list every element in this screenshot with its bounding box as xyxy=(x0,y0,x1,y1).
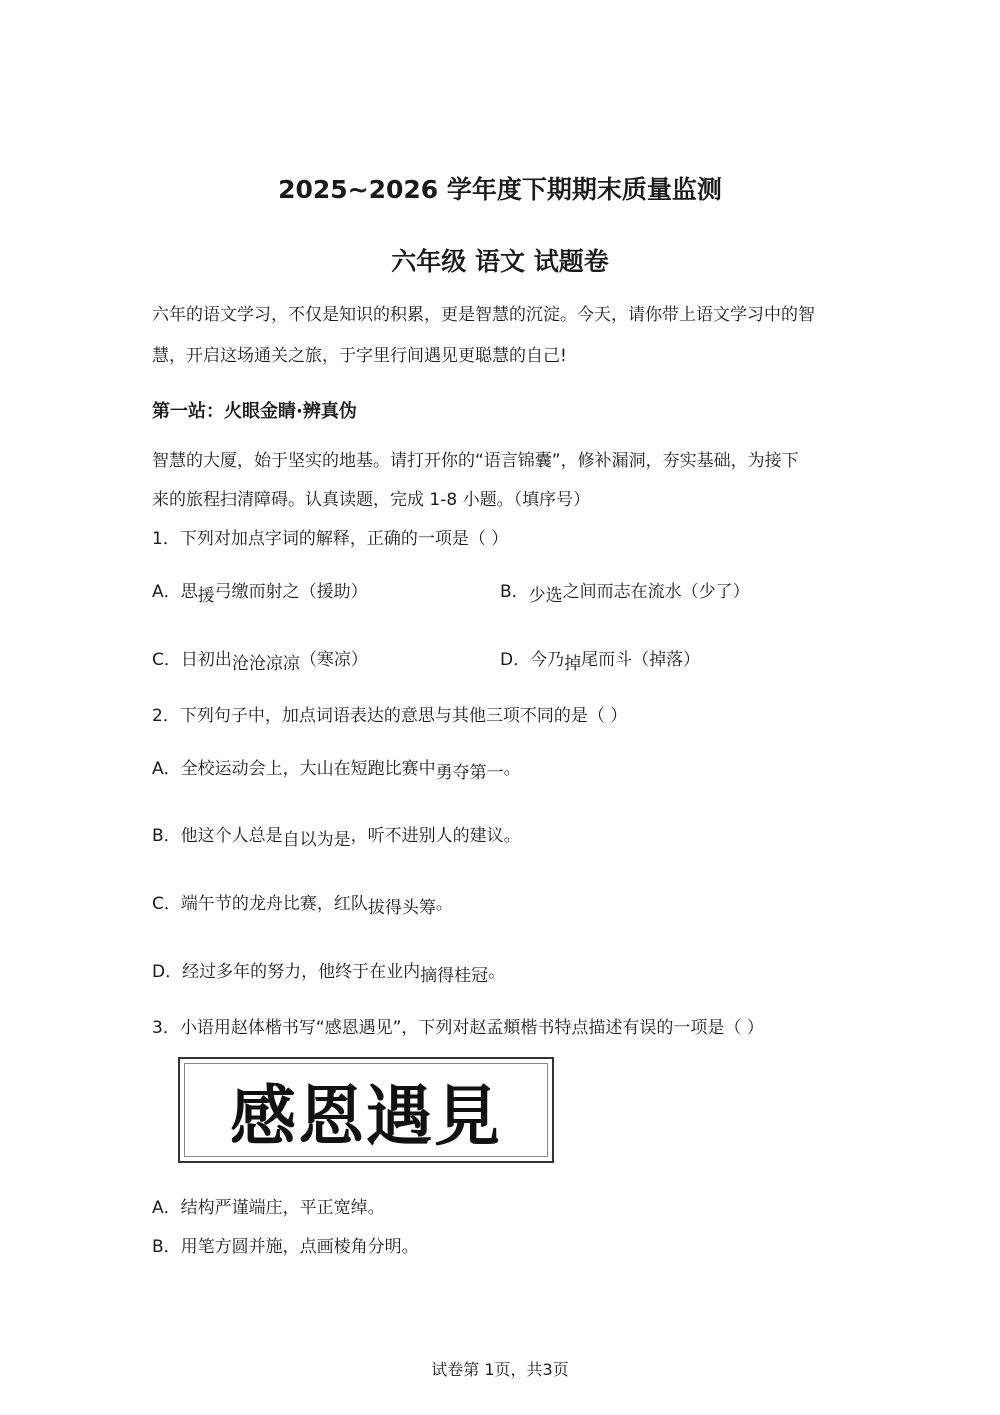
calligraphy-image xyxy=(178,1057,554,1163)
exam-title: 2025~2026 学年度下期期末质量监测 xyxy=(278,175,722,204)
question-2-option-b xyxy=(152,826,521,850)
page-footer: 试卷第 1页，共3页 xyxy=(431,1360,569,1379)
marked-word: 沧沧凉凉 xyxy=(231,654,300,674)
question-3-stem: 3．小语用赵体楷书写“感恩遇见”，下列对赵孟頫楷书特点描述有误的一项是（ ） xyxy=(152,1018,764,1038)
section-desc-line-2: 来的旅程扫清障碍。认真读题，完成 1-8 小题。（填序号） xyxy=(152,490,591,510)
option-suffix: （寒凉） xyxy=(299,650,368,670)
option-suffix: 尾而斗（掉落） xyxy=(581,650,701,670)
marked-word: 拔得头筹 xyxy=(367,898,436,918)
option-suffix: ，听不进别人的建议。 xyxy=(350,826,521,846)
question-1-option-a xyxy=(152,582,368,606)
question-2-option-c xyxy=(152,894,453,918)
question-1-option-c xyxy=(152,650,368,674)
question-1-option-d xyxy=(500,650,701,674)
option-prefix: D．经过多年的努力，他终于在业内 xyxy=(152,962,421,982)
question-2-stem: 2．下列句子中，加点词语表达的意思与其他三项不同的是（ ） xyxy=(152,706,628,726)
option-prefix: B．他这个人总是 xyxy=(152,826,283,846)
question-3-option-a: A．结构严谨端庄，平正宽绰。 xyxy=(152,1198,385,1218)
option-suffix: 。 xyxy=(488,962,506,982)
option-prefix: B． xyxy=(500,582,529,602)
intro-line-1: 六年的语文学习，不仅是知识的积累，更是智慧的沉淀。今天，请你带上语文学习中的智 xyxy=(152,305,815,325)
intro-line-2: 慧，开启这场通关之旅，于字里行间遇见更聪慧的自己! xyxy=(152,346,567,366)
option-prefix: C．日初出 xyxy=(152,650,232,670)
section-desc-line-1: 智慧的大厦，始于坚实的地基。请打开你的“语言锦囊”，修补漏洞，夯实基础，为接下 xyxy=(152,451,799,471)
option-suffix: 。 xyxy=(435,894,453,914)
option-suffix: 之间而志在流水（少了） xyxy=(562,582,750,602)
question-1-option-b xyxy=(500,582,750,606)
option-prefix: C．端午节的龙舟比赛，红队 xyxy=(152,894,368,914)
marked-word: 自以为是 xyxy=(282,830,351,850)
marked-word: 援 xyxy=(197,586,215,606)
marked-word: 勇夺第一 xyxy=(435,763,504,783)
question-2-option-a xyxy=(152,759,521,783)
option-prefix: A．全校运动会上，大山在短跑比赛中 xyxy=(152,759,436,779)
question-2-option-d xyxy=(152,962,506,986)
exam-subtitle: 六年级 语文 试题卷 xyxy=(391,247,609,276)
option-prefix: D．今乃 xyxy=(500,650,565,670)
section-heading: 第一站：火眼金睛·辨真伪 xyxy=(152,401,357,422)
option-suffix: 弓缴而射之（援助） xyxy=(214,582,368,602)
option-prefix: A．思 xyxy=(152,582,198,602)
marked-word: 少选 xyxy=(528,586,563,606)
marked-word: 摘得桂冠 xyxy=(420,966,489,986)
calligraphy-characters: 感恩遇見 xyxy=(230,1076,502,1155)
question-3-option-b: B．用笔方圆并施，点画棱角分明。 xyxy=(152,1237,419,1257)
marked-word: 掉 xyxy=(564,654,582,674)
question-1-stem: 1．下列对加点字词的解释，正确的一项是（ ） xyxy=(152,529,509,549)
option-suffix: 。 xyxy=(503,759,521,779)
